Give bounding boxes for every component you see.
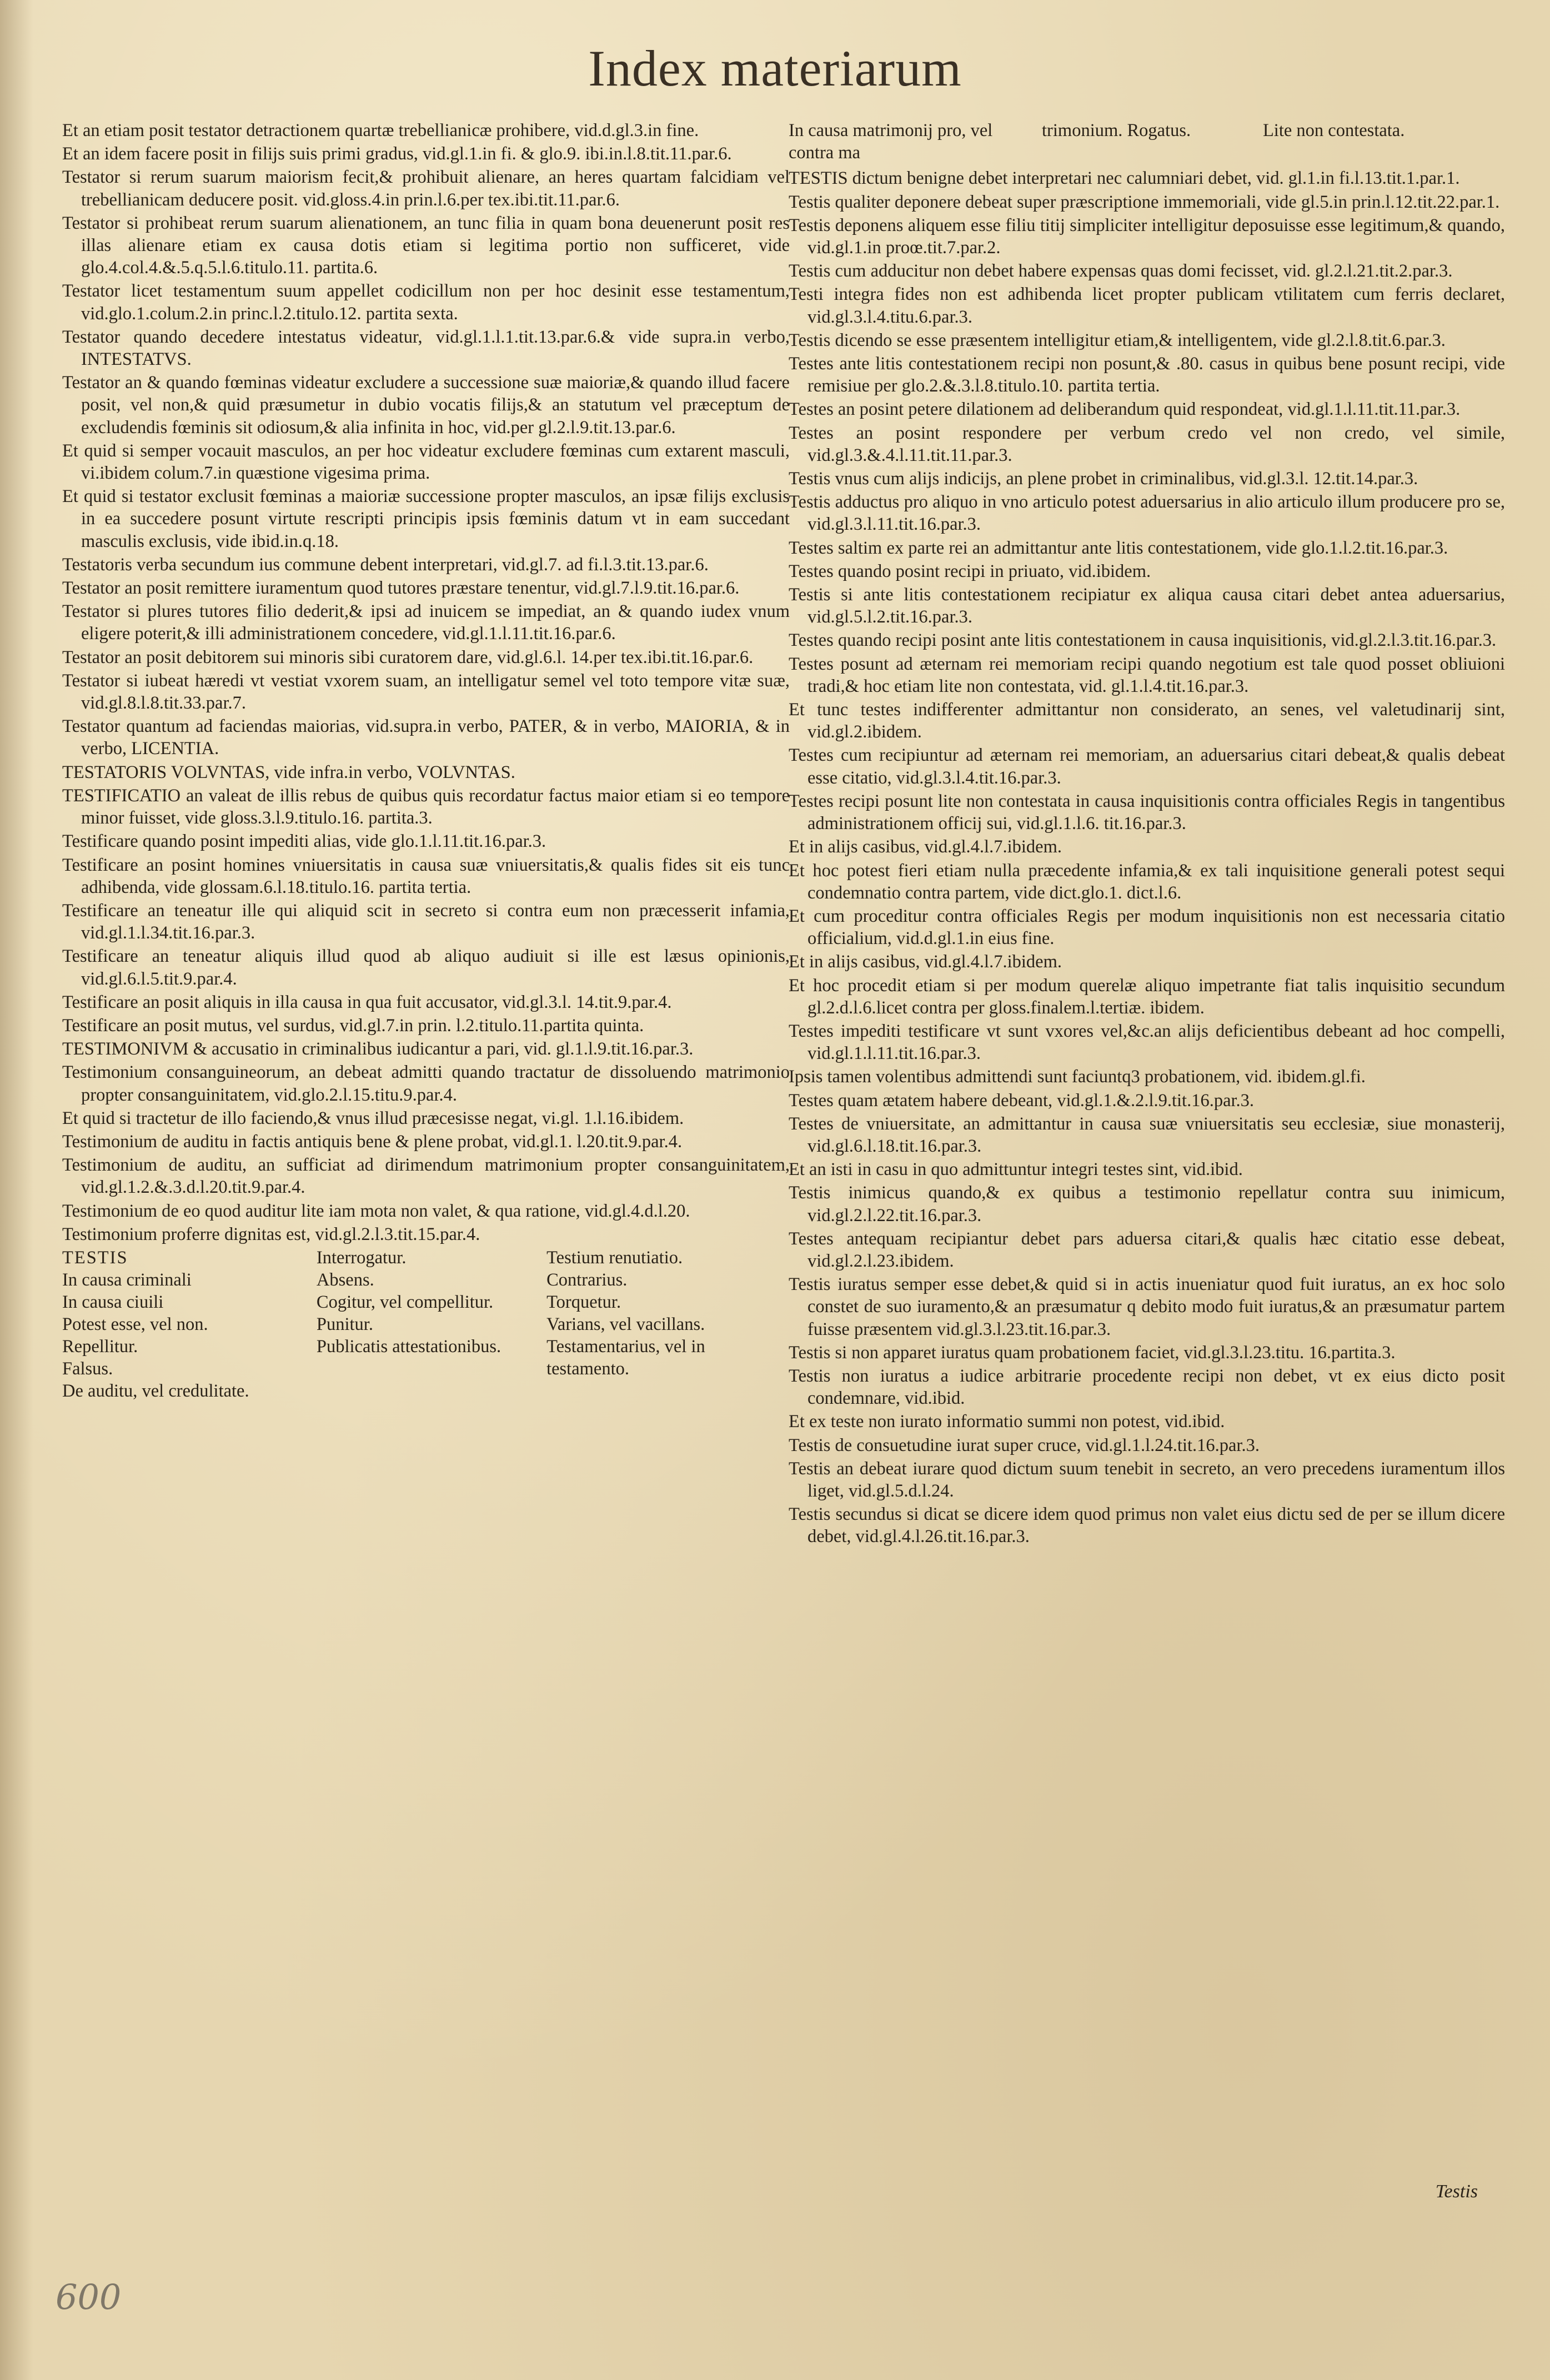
- testis-grid-column: [317, 1247, 535, 1402]
- index-entry: Testis inimicus quando,& ex quibus a testimonio repellatur contra suu inimicum, vid.gl.2.l.22.tit.16.par.3.: [789, 1183, 1505, 1226]
- index-entry: Testificare an posint homines vniuersitatis in causa suæ vniuersitatis,& qualis fides sit eis tunc adhibenda, vide glossam.6.l.18.titulo.16. partita tertia.: [62, 855, 790, 897]
- index-entry: Testis an debeat iurare quod dictum suum tenebit in secreto, an vero precedens iuramentum illos liget, vid.gl.5.d.l.24.: [789, 1458, 1505, 1501]
- testis-term: Cogitur, vel compellitur.: [316, 1292, 494, 1312]
- index-entry: Testimonium consanguineorum, an debeat admitti quando tractatur de dissoluendo matrimonio propter consanguinitatem, vid.glo.2.l.15.titu.9.par.4.: [62, 1062, 790, 1105]
- index-entry: Ipsis tamen volentibus admittendi sunt faciuntq3 probationem, vid. ibidem.gl.fi.: [789, 1067, 1366, 1087]
- spacer: Interrogatur.: [316, 1247, 407, 1268]
- index-entry: Et quid si semper vocauit masculos, an per hoc videatur excludere fœminas cum extarent masculi, vi.ibidem colum.7.in quæstione vigesima prima.: [62, 440, 790, 484]
- testis-term: Punitur.: [316, 1314, 373, 1334]
- testis-term: Contrarius.: [546, 1269, 628, 1290]
- index-entry: Et cum proceditur contra officiales Regis per modum inquisitionis non est necessaria citatio officialium, vid.d.gl.1.in eius fine.: [789, 906, 1505, 949]
- index-entry: Testis vnus cum alijs indicijs, an plene probet in criminalibus, vid.gl.3.l. 12.tit.14.par.3.: [789, 469, 1418, 489]
- index-entry: Testes recipi posunt lite non contestata in causa inquisitionis contra officiales Regis in tangentibus administrationem officij sui, vid.gl.1.l.6. tit.16.par.3.: [789, 791, 1505, 834]
- index-entry: Testes antequam recipiantur debet pars aduersa citari,& qualis hæc citatio esse debeat, vid.gl.2.l.23.ibidem.: [789, 1228, 1505, 1271]
- index-entry: Testator si rerum suarum maiorism fecit,& prohibuit alienare, an heres quartam falcidiam vel trebellianicam deducere posit. vid.gloss.4.in prin.l.6.per tex.ibi.tit.11.par.6.: [62, 167, 790, 210]
- index-entry: Et hoc procedit etiam si per modum querelæ aliquo impetrante fiat talis inquisitio secundum gl.2.d.l.6.licet contra per gloss.finalem.l.tertiæ. ibidem.: [789, 975, 1505, 1018]
- index-entry: Testator an posit debitorem sui minoris sibi curatorem dare, vid.gl.6.l. 14.per tex.ibi.tit.16.par.6.: [62, 647, 754, 667]
- index-entry: TESTIFICATIO an valeat de illis rebus de quibus quis recordatur factus maior etiam si eo tempore minor fuisset, vide gloss.3.l.9.titulo.16. partita.3.: [62, 785, 790, 829]
- right-column: [789, 119, 1505, 1549]
- right-top-triad: [789, 119, 1505, 164]
- page-edge-shadow: [0, 0, 33, 2380]
- index-entry: Testator an posit remittere iuramentum quod tutores præstare tenentur, vid.gl.7.l.9.tit.16.par.6.: [62, 578, 740, 599]
- index-entry: Testimonium de auditu, an sufficiat ad dirimendum matrimonium propter consanguinitatem, vid.gl.1.2.&.3.d.l.20.tit.9.par.4.: [62, 1155, 790, 1198]
- index-entry: Testes impediti testificare vt sunt vxores vel,&c.an alijs deficientibus debeant ad hoc compelli, vid.gl.1.l.11.tit.16.par.3.: [789, 1021, 1505, 1064]
- index-entry: Testes cum recipiuntur ad æternam rei memoriam, an aduersarius citari debeat,& qualis debeat esse citatio, vid.gl.3.l.4.tit.16.par.3.: [789, 745, 1505, 788]
- index-entry: Et hoc potest fieri etiam nulla præcedente infamia,& ex tali inquisitione generali potest sequi condemnatio contra partem, vide dict.glo.1. dict.l.6.: [789, 860, 1505, 903]
- index-entry: Testis si non apparet iuratus quam probationem faciet, vid.gl.3.l.23.titu. 16.partita.3.: [789, 1342, 1396, 1363]
- testis-head: TESTIS: [62, 1247, 128, 1268]
- index-entry: Testi integra fides non est adhibenda licet propter publicam vtilitatem cum ferris declaret, vid.gl.3.l.4.titu.6.par.3.: [789, 284, 1505, 327]
- index-entry: Testes de vniuersitate, an admittantur in causa suæ vniuersitatis seu ecclesiæ, siue monasterij, vid.gl.6.l.18.tit.16.par.3.: [789, 1113, 1505, 1156]
- index-entry: Et in alijs casibus, vid.gl.4.l.7.ibidem.: [789, 837, 1062, 857]
- triad-b: trimonium. Rogatus.: [1042, 120, 1191, 140]
- testis-term: In causa criminali: [62, 1269, 192, 1290]
- triad-c: Lite non contestata.: [1262, 120, 1405, 140]
- index-entry: Testes saltim ex parte rei an admittantur ante litis contestationem, vide glo.1.l.2.tit.16.par.3.: [789, 538, 1448, 558]
- testis-term: De auditu, vel credulitate.: [62, 1380, 249, 1401]
- index-entry: Testator licet testamentum suum appellet codicillum non per hoc desinit esse testamentum, vid.glo.1.colum.2.in princ.l.2.titulo.12. partita sexta.: [62, 281, 790, 324]
- index-entry: Et quid si testator exclusit fœminas a maioriæ successione propter masculos, an ipsæ filijs exclusis in ea succedere posunt virtute rescripti principis ipsis fœminis datum vt in eam succedant masculis exclusis, vide ibid.in.q.18.: [62, 486, 790, 551]
- testis-block: [62, 1247, 790, 1402]
- testis-term: Falsus.: [62, 1358, 113, 1379]
- index-entry: Testator an & quando fœminas videatur excludere a successione suæ maioriæ,& quando illud facere posit, vel non,& quid præsumetur in dubio vocatis filijs,& an statutum vel præceptum de excludendis fœminis sit odiosum,& alia infinita in hoc, vid.per gl.2.l.9.tit.13.par.6.: [62, 373, 790, 438]
- index-entry: Testator si plures tutores filio dederit,& ipsi ad inuicem se impediat, an & quando iudex vnum eligere poterit,& illi administrationem concedere, vid.gl.1.l.11.tit.16.par.6.: [62, 601, 790, 644]
- index-entry: TESTIMONIVM & accusatio in criminalibus iudicantur a pari, vid. gl.1.l.9.tit.16.par.3.: [62, 1039, 694, 1060]
- triad-a: In causa matrimonij pro, vel contra ma: [789, 120, 993, 163]
- index-entry: Testator si prohibeat rerum suarum alienationem, an tunc filia in quam bona deuenerunt posit res illas alienare etiam ex causa dotis etiam si legitima portio non sufficeret, vide glo.4.col.4.&.5.q.5.l.6.titulo.11. partita.6.: [62, 213, 790, 278]
- testis-term: Torquetur.: [546, 1292, 621, 1312]
- index-entry: Testis deponens aliquem esse filiu titij simpliciter intelligitur deposuisse esse legitimum,& quando, vid.gl.1.in proœ.tit.7.par.2.: [789, 215, 1505, 258]
- spacer: Testium renutiatio.: [546, 1247, 683, 1268]
- testis-term: Testamentarius, vel in testamento.: [546, 1336, 705, 1379]
- index-entry: Testificare quando posint impediti alias, vide glo.1.l.11.tit.16.par.3.: [62, 831, 546, 852]
- testis-term: Varians, vel vacillans.: [546, 1314, 705, 1334]
- index-entry: Et an etiam posit testator detractionem quartæ trebellianicæ prohibere, vid.d.gl.3.in fine.: [62, 120, 699, 140]
- index-entry: Testis adductus pro aliquo in vno articulo potest aduersarius in alio articulo illum producere pro se, vid.gl.3.l.11.tit.16.par.3.: [789, 492, 1505, 535]
- index-entry: Testis cum adducitur non debet habere expensas quas domi fecisset, vid. gl.2.l.21.tit.2.par.3.: [789, 261, 1453, 282]
- index-entry: Testimonium de eo quod auditur lite iam mota non valet, & qua ratione, vid.gl.4.d.l.20.: [62, 1201, 690, 1221]
- index-entry: Testes quando recipi posint ante litis contestationem in causa inquisitionis, vid.gl.2.l.3.tit.16.par.3.: [789, 630, 1497, 651]
- index-entry: Testificare an posit mutus, vel surdus, vid.gl.7.in prin. l.2.titulo.11.partita quinta.: [62, 1015, 644, 1036]
- index-entry: Testis iuratus semper esse debet,& quid si in actis inueniatur quod fuit iuratus, an ex hoc solo constet de suo iuramento,& an præsumatur q debito modo fuit iuratus,& an præsumatur partem fuisse præsentem vid.gl.3.l.23.tit.16.par.3.: [789, 1274, 1505, 1339]
- index-entry: Testator quantum ad faciendas maiorias, vid.supra.in verbo, PATER, & in verbo, MAIORIA, & in verbo, LICENTIA.: [62, 716, 790, 759]
- testis-term: Repellitur.: [62, 1336, 138, 1357]
- index-entry: Et ex teste non iurato informatio summi non potest, vid.ibid.: [789, 1412, 1225, 1432]
- index-entry: Testificare an posit aliquis in illa causa in qua fuit accusator, vid.gl.3.l. 14.tit.9.par.4.: [62, 992, 672, 1012]
- index-entry: Testator si iubeat hæredi vt vestiat vxorem suam, an intelligatur semel vel toto tempore vitæ suæ, vid.gl.8.l.8.tit.33.par.7.: [62, 670, 790, 714]
- index-entry: TESTATORIS VOLVNTAS, vide infra.in verbo, VOLVNTAS.: [62, 762, 515, 782]
- testis-term: Potest esse, vel non.: [62, 1314, 208, 1334]
- index-entry: TESTIS dictum benigne debet interpretari nec calumniari debet, vid. gl.1.in fi.l.13.tit.1.par.1.: [789, 168, 1460, 189]
- index-entry: Testificare an teneatur ille qui aliquid scit in secreto si contra eum non præcesserit infamia, vid.gl.1.l.34.tit.16.par.3.: [62, 900, 790, 943]
- index-entry: Testes quando posint recipi in priuato, vid.ibidem.: [789, 561, 1151, 581]
- index-entry: Testis non iuratus a iudice arbitrarie procedente recipi non debet, vt ex eius dicto posit condemnare, vid.ibid.: [789, 1365, 1505, 1409]
- pencil-folio-number: 600: [56, 2277, 122, 2317]
- index-entry: Testes quam ætatem habere debeant, vid.gl.1.&.2.l.9.tit.16.par.3.: [789, 1090, 1255, 1111]
- testis-term: Publicatis attestationibus.: [316, 1336, 501, 1357]
- index-entry: Testimonium de auditu in factis antiquis bene & plene probat, vid.gl.1. l.20.tit.9.par.4.: [62, 1131, 683, 1152]
- index-entry: Testis dicendo se esse præsentem intelligitur etiam,& intelligentem, vide gl.2.l.8.tit.6.par.3.: [789, 330, 1446, 350]
- right-entries: [789, 167, 1505, 1548]
- testis-grid-column: [546, 1247, 790, 1402]
- index-entry: Testis de consuetudine iurat super cruce, vid.gl.1.l.24.tit.16.par.3.: [789, 1435, 1260, 1455]
- index-entry: Testator quando decedere intestatus videatur, vid.gl.1.l.1.tit.13.par.6.& vide supra.in verbo, INTESTATVS.: [62, 327, 790, 370]
- index-entry: Testis si ante litis contestationem recipiatur ex aliqua causa citari debet antea aduersarius, vid.gl.5.l.2.tit.16.par.3.: [789, 585, 1505, 627]
- index-entry: Testatoris verba secundum ius commune debent interpretari, vid.gl.7. ad fi.l.3.tit.13.par.6.: [62, 554, 709, 575]
- index-entry: Testes posunt ad æternam rei memoriam recipi quando negotium est tale quod posset obliuioni tradi,& hoc etiam lite non contestata, vid. gl.1.l.4.tit.16.par.3.: [789, 654, 1505, 696]
- index-entry: Testis qualiter deponere debeat super præscriptione immemoriali, vide gl.5.in prin.l.12.tit.22.par.1.: [789, 192, 1500, 212]
- catchword: Testis: [1435, 2181, 1478, 2202]
- index-entry: Et tunc testes indifferenter admittantur non considerato, an senes, vel valetudinarij sint, vid.gl.2.ibidem.: [789, 700, 1505, 742]
- index-entry: Et an isti in casu in quo admittuntur integri testes sint, vid.ibid.: [789, 1159, 1243, 1180]
- index-entry: Testes an posint petere dilationem ad deliberandum quid respondeat, vid.gl.1.l.11.tit.11.par.3.: [789, 399, 1461, 420]
- index-entry: Testes an posint respondere per verbum credo vel non credo, vel simile, vid.gl.3.&.4.l.11.tit.11.par.3.: [789, 423, 1505, 465]
- testis-term: Absens.: [316, 1269, 374, 1290]
- index-entry: Testes ante litis contestationem recipi non posunt,& .80. casus in quibus bene posunt recipi, vide remisiue per glo.2.&.3.l.8.titulo.10. partita tertia.: [789, 354, 1505, 396]
- index-entry: Et quid si tractetur de illo faciendo,& vnus illud præcesisse negat, vi.gl. 1.l.16.ibidem.: [62, 1108, 684, 1128]
- left-column: [62, 119, 790, 1402]
- index-entry: Et an idem facere posit in filijs suis primi gradus, vid.gl.1.in fi. & glo.9. ibi.in.l.8.tit.11.par.6.: [62, 144, 732, 164]
- index-entry: Testificare an teneatur aliquis illud quod ab aliquo audiuit si ille est læsus opinionis, vid.gl.6.l.5.tit.9.par.4.: [62, 946, 790, 989]
- testis-grid-column: [62, 1247, 305, 1402]
- index-entry: Testis secundus si dicat se dicere idem quod primus non valet eius dictu sed de per se illum dicere debet, vid.gl.4.l.26.tit.16.par.3.: [789, 1504, 1505, 1547]
- testis-term: In causa ciuili: [62, 1292, 164, 1312]
- index-entry: Testimonium proferre dignitas est, vid.gl.2.l.3.tit.15.par.4.: [62, 1224, 480, 1244]
- running-head: Index materiarum: [588, 40, 962, 97]
- index-entry: Et in alijs casibus, vid.gl.4.l.7.ibidem.: [789, 952, 1062, 972]
- testis-grid: [62, 1247, 790, 1402]
